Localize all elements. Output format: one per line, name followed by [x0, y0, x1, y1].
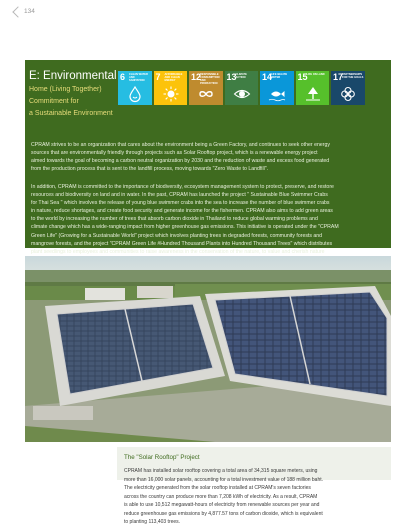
sdg-number: 15: [297, 72, 308, 82]
paragraph-line: mangrove forests, and the project "CPRAM Green Life #Hundred Thousand Plants into Hundred Thousand Trees" which distributes: [31, 240, 333, 247]
page-number-text: 134: [24, 8, 35, 15]
sdg-number: 17: [333, 72, 344, 82]
sdg-number: 13: [226, 72, 237, 82]
paragraph-line: in nature, reduce shortages, and create food security and generate income for the fishermen. CPRAM also aims to add green areas: [31, 208, 333, 215]
flower-rings-icon: [339, 86, 357, 102]
solar-rooftop-paragraph: [124, 467, 386, 527]
solar-rooftop-title: The "Solar Rooftop" Project: [124, 454, 200, 461]
paragraph-line: resources and biodiversity on land and in water. In the past, CPRAM has launched the project " Sustainable Blue Swimmer Crabs: [31, 192, 328, 199]
chevron-left-icon: [12, 6, 23, 17]
sdg-tile-12: [189, 71, 223, 105]
sdg-tile-7: [154, 71, 188, 105]
infinity-icon: [197, 86, 215, 102]
paragraph-line: to the world by increasing the number of trees that absorb carbon dioxide in Thailand to reduce global warming problems and: [31, 216, 318, 223]
sdg-icons-row: [118, 71, 365, 105]
tree-icon: [304, 86, 322, 102]
paragraph-line: CPRAM has installed solar rooftop covering a total area of 34,315 square meters, using: [124, 468, 318, 474]
paragraph-line: for Thai Sea " which involves the release of young blue swimmer crabs into the sea to increase the number of blue swimmer crabs: [31, 200, 330, 207]
paragraph-line: is able to use 10,512 megawatt-hours of electricity from renewable sources per year and: [124, 502, 320, 508]
page-number: [14, 7, 35, 16]
section-subtitle-line: Commitment for: [29, 98, 79, 106]
paragraph-line: to planting 113,403 trees.: [124, 519, 181, 525]
section-subtitle-line: a Sustainable Environment: [29, 110, 113, 118]
paragraph-line: In addition, CPRAM is committed to the importance of biodiversity, ecosystem management system to protect, preserve, and restore: [31, 184, 334, 190]
paragraph-line: sources that are environmentally friendly through projects such as Solar Rooftop project, which is a renewable energy project: [31, 150, 318, 157]
intro-paragraph: [31, 141, 387, 173]
paragraph-line: aimed towards the goal of becoming a carbon neutral organization by 2030 and the reduction of waste and excess food generated: [31, 158, 330, 165]
sun-icon: [162, 86, 180, 102]
sdg-label: LIFE BELOW WATER: [271, 73, 287, 79]
sdg-label: CLIMATE ACTION: [235, 73, 247, 79]
paragraph-line: more than 16,000 solar panels, accounting for a total investment value of 188 million baht.: [124, 476, 324, 483]
sdg-number: 7: [155, 72, 161, 82]
sdg-label: CLEAN WATER AND SANITATION: [129, 73, 148, 82]
section-title-block: [29, 70, 115, 120]
solar-rooftop-aerial-photo: [25, 256, 391, 442]
biodiversity-paragraph: [31, 183, 387, 264]
paragraph-line: plant seedlings to employees and communities to raise awareness in the conservation of the nature, to value and cherish nature: [31, 248, 325, 255]
fish-icon: [268, 86, 286, 102]
paragraph-line: across the country can produce more than 7,208 kWh of electricity. As a result, CPRAM: [124, 493, 318, 500]
sdg-label: LIFE ON LAND: [306, 73, 325, 76]
paragraph-line: CPRAM strives to be an organization that cares about the environment being a Green Factory, and continues to seek other energy: [31, 142, 330, 148]
sdg-label: AFFORDABLE AND CLEAN ENERGY: [164, 73, 183, 82]
paragraph-line: reduce greenhouse gas emissions by 4,877.57 tons of carbon dioxide, which is equivalent: [124, 510, 323, 517]
sdg-tile-15: [296, 71, 330, 105]
paragraph-line: from the production process that is sent to the landfill process, moving towards "Zero Waste to Landfill".: [31, 166, 269, 173]
eye-globe-icon: [233, 86, 251, 102]
paragraph-line: Green Life" (Growing for a Sustainable World" project which involves planting trees in degraded forests, community forests and: [31, 232, 323, 239]
sdg-number: 14: [262, 72, 273, 82]
section-subtitle-line: Home (Living Together): [29, 86, 102, 93]
sdg-tile-6: [118, 71, 152, 105]
sdg-tile-14: [260, 71, 294, 105]
paragraph-line: The electricity generated from the solar rooftop installed at CPRAM's seven factories: [124, 485, 311, 491]
sdg-tile-17: [331, 71, 365, 105]
water-drop-icon: [126, 86, 144, 102]
section-title: E: Environmental: [29, 70, 117, 82]
sdg-number: 12: [191, 72, 202, 82]
sdg-label: PARTNERSHIPS FOR THE GOALS: [342, 73, 364, 79]
paragraph-line: climate change which has a wide-ranging impact from higher greenhouse gas emissions. This initiative is operated under the "CPRAM: [31, 224, 339, 231]
sdg-tile-13: [225, 71, 259, 105]
sdg-label: RESPONSIBLE CONSUMPTION AND PRODUCTION: [200, 73, 220, 85]
sdg-number: 6: [120, 72, 126, 82]
